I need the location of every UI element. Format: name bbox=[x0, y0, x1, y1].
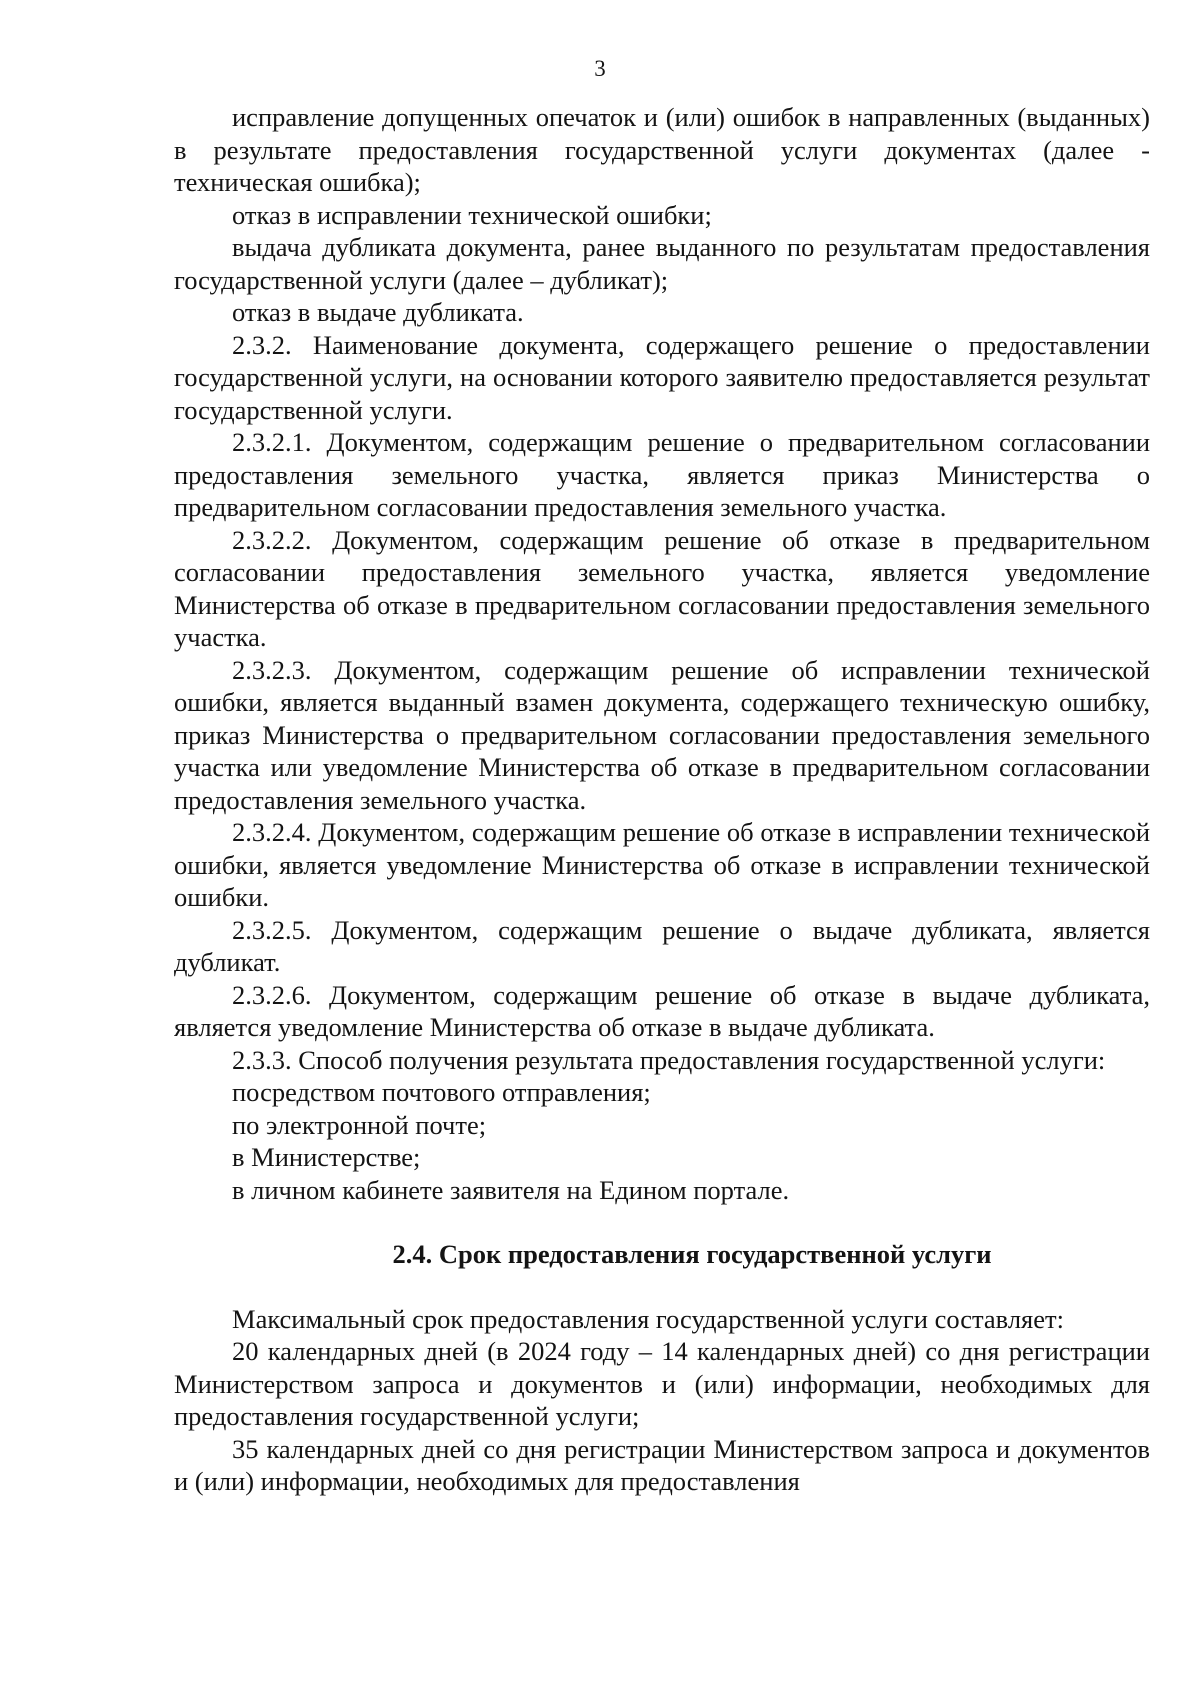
paragraph: выдача дубликата документа, ранее выданного по результатам предоставления государственной услуги (далее – дубликат); bbox=[174, 232, 1150, 295]
paragraph: 2.3.2.3. Документом, содержащим решение об исправлении технической ошибки, является выданный взамен документа, содержащего техническую ошибку, приказ Министерства о предварительном согласовании предоставления земельного участка или уведомление Министерства об отказе в предварительном согласовании предоставления земельного участка. bbox=[174, 654, 1150, 815]
paragraph: отказ в выдаче дубликата. bbox=[232, 297, 524, 327]
paragraph: Максимальный срок предоставления государственной услуги составляет: bbox=[232, 1303, 1064, 1334]
paragraph: 2.3.3. Способ получения результата предоставления государственной услуги: bbox=[232, 1044, 1106, 1075]
paragraph: 2.3.2.4. Документом, содержащим решение об отказе в исправлении технической ошибки, является уведомление Министерства об отказе в исправлении технической ошибки. bbox=[174, 817, 1150, 912]
paragraph: 35 календарных дней со дня регистрации Министерством запроса и документов и (или) информации, необходимых для предоставления bbox=[174, 1433, 1150, 1496]
paragraph: в личном кабинете заявителя на Едином портале. bbox=[232, 1174, 790, 1205]
paragraph: посредством почтового отправления; bbox=[232, 1077, 651, 1107]
paragraph: отказ в исправлении технической ошибки; bbox=[232, 199, 712, 230]
paragraph: 2.3.2.6. Документом, содержащим решение об отказе в выдаче дубликата, является уведомление Министерства об отказе в выдаче дубликата. bbox=[174, 979, 1150, 1042]
paragraph: в Министерстве; bbox=[232, 1142, 421, 1172]
section-heading: 2.4. Срок предоставления государственной услуги bbox=[392, 1239, 992, 1269]
document-body bbox=[174, 101, 1150, 1498]
page-number: 3 bbox=[594, 56, 606, 81]
paragraph: 20 календарных дней (в 2024 году – 14 календарных дней) со дня регистрации Министерством запроса и документов и (или) информации, необходимых для предоставления государственной услуги; bbox=[174, 1336, 1150, 1431]
paragraph: 2.3.2. Наименование документа, содержащего решение о предоставлении государственной услуги, на основании которого заявителю предоставляется результат государственной услуги. bbox=[174, 329, 1150, 425]
paragraph: по электронной почте; bbox=[232, 1109, 487, 1140]
paragraph: 2.3.2.2. Документом, содержащим решение об отказе в предварительном согласовании предоставления земельного участка, является уведомление Министерства об отказе в предварительном согласовании предоставления земельного участка. bbox=[174, 524, 1150, 652]
paragraph: 2.3.2.5. Документом, содержащим решение о выдаче дубликата, является дубликат. bbox=[174, 914, 1150, 977]
paragraph: 2.3.2.1. Документом, содержащим решение о предварительном согласовании предоставления земельного участка, является приказ Министерства о предварительном согласовании предоставления земельного участка. bbox=[174, 427, 1150, 522]
paragraph: исправление допущенных опечаток и (или) ошибок в направленных (выданных) в результате предоставления государственной услуги документах (далее - техническая ошибка); bbox=[174, 102, 1150, 197]
